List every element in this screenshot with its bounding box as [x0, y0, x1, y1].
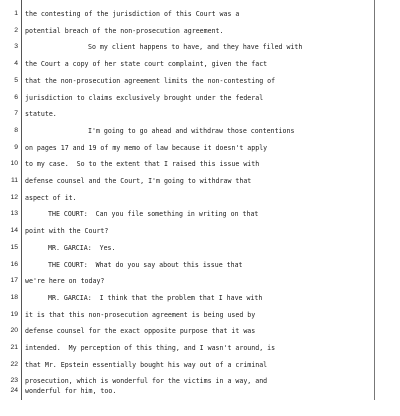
line-number: 11 — [10, 177, 18, 184]
line-text: intended. My perception of this thing, and I wasn't around, is — [25, 344, 276, 352]
transcript-line — [0, 57, 400, 73]
transcript-line — [0, 40, 400, 56]
line-text: I'm going to go ahead and withdraw those contentions — [88, 126, 295, 135]
line-number: 7 — [14, 110, 18, 118]
line-text: the Court a copy of her state court complaint, given the fact — [25, 60, 268, 69]
line-number: 4 — [14, 60, 18, 68]
transcript-line — [0, 7, 400, 23]
transcript-line — [0, 141, 400, 157]
line-number: 14 — [10, 227, 18, 235]
line-text: So my client happens to have, and they have filed with — [88, 43, 303, 52]
transcript-line — [0, 91, 400, 107]
transcript-line — [0, 124, 400, 140]
line-number: 21 — [10, 344, 18, 351]
line-text: jurisdiction to claims exclusively brought under the federal — [25, 93, 264, 102]
line-number: 8 — [14, 126, 18, 134]
line-number: 12 — [10, 193, 18, 201]
line-text: on pages 17 and 19 of my memo of law because it doesn't apply — [25, 143, 268, 152]
line-number: 5 — [14, 76, 18, 84]
line-text: aspect of it. — [25, 193, 77, 202]
line-number: 23 — [10, 377, 18, 385]
transcript-line — [0, 291, 400, 307]
line-number: 19 — [10, 310, 18, 318]
transcript-line — [0, 157, 400, 173]
line-text: THE COURT: Can you file something in writing on that — [48, 210, 259, 219]
line-number: 2 — [14, 26, 18, 34]
transcript-line — [0, 384, 400, 400]
transcript-line — [0, 324, 400, 340]
line-number: 13 — [10, 210, 18, 218]
line-number: 3 — [14, 43, 18, 51]
line-text: defense counsel and the Court, I'm going to withdraw that — [25, 177, 252, 185]
transcript-line — [0, 107, 400, 123]
line-text: to my case. So to the extent that I raised this issue with — [25, 160, 260, 169]
transcript-line — [0, 207, 400, 223]
line-text: it is that this non-prosecution agreement is being used by — [25, 310, 256, 319]
transcript-line — [0, 241, 400, 257]
line-number: 18 — [10, 293, 18, 301]
line-number: 24 — [10, 387, 18, 394]
line-text: defense counsel for the exact opposite purpose that it was — [25, 327, 256, 336]
transcript-line — [0, 308, 400, 324]
line-number: 16 — [10, 260, 18, 268]
line-number: 9 — [14, 143, 18, 151]
line-number: 17 — [10, 277, 18, 285]
line-number: 10 — [10, 160, 18, 168]
transcript-line — [0, 224, 400, 240]
line-text: potential breach of the non-prosecution agreement. — [25, 26, 224, 35]
line-text: THE COURT: What do you say about this issue that — [48, 260, 243, 269]
transcript-line — [0, 24, 400, 40]
line-number: 1 — [14, 10, 18, 17]
line-text: prosecution, which is wonderful for the victims in a way, and — [25, 377, 268, 386]
line-text: statute. — [25, 110, 57, 119]
transcript-line — [0, 174, 400, 190]
line-text: that Mr. Epstein essentially bought his way out of a criminal — [25, 360, 268, 369]
transcript-line — [0, 258, 400, 274]
line-text: wonderful for him, too. — [25, 387, 117, 395]
line-text: that the non-prosecution agreement limits the non-contesting of — [25, 76, 276, 85]
line-number: 6 — [14, 93, 18, 101]
line-text: we're here on today? — [25, 277, 105, 286]
line-text: the contesting of the jurisdiction of this Court was a — [25, 10, 240, 18]
transcript-line — [0, 191, 400, 207]
line-text: point with the Court? — [25, 227, 109, 236]
line-number: 15 — [10, 243, 18, 251]
transcript-line — [0, 274, 400, 290]
line-text: MR. GARCIA: Yes. — [48, 243, 116, 252]
line-number: 22 — [10, 360, 18, 368]
line-number: 20 — [10, 327, 18, 335]
transcript-line — [0, 341, 400, 357]
line-text: MR. GARCIA: I think that the problem that I have with — [48, 293, 263, 302]
transcript-line — [0, 74, 400, 90]
transcript-line — [0, 358, 400, 374]
